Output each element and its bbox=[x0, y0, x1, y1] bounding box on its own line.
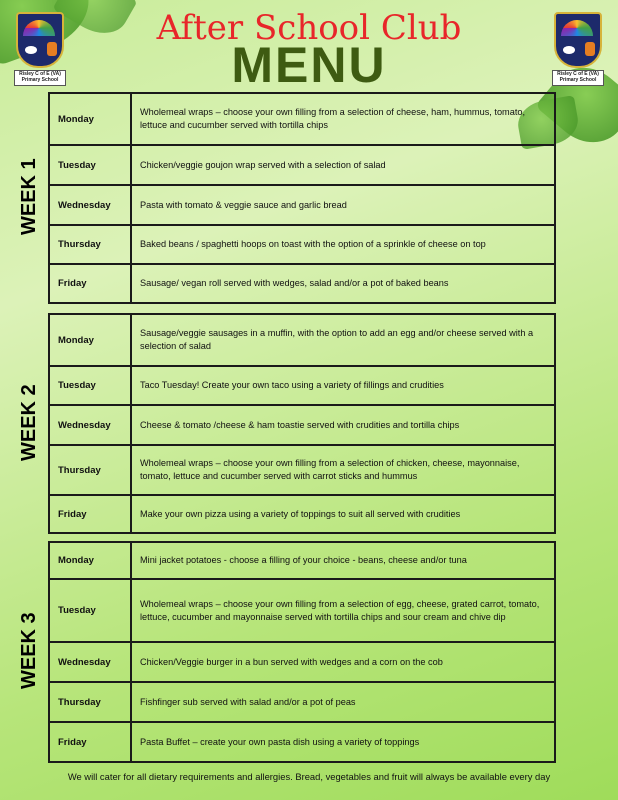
table-row bbox=[49, 722, 555, 762]
footer-note: We will cater for all dietary requirements and allergies. Bread, vegetables and fruit will always be available every day bbox=[67, 771, 551, 782]
meal-cell: Fishfinger sub served with salad and/or a pot of peas bbox=[131, 682, 555, 722]
meal-cell: Mini jacket potatoes - choose a filling of your choice - beans, cheese and/or tuna bbox=[131, 542, 555, 579]
week-3-label: WEEK 3 bbox=[18, 612, 40, 690]
week-1-table bbox=[48, 92, 556, 304]
week-2-table bbox=[48, 313, 556, 534]
page-title-top: After School Club bbox=[156, 8, 462, 48]
table-row bbox=[49, 642, 555, 682]
meal-cell: Wholemeal wraps – choose your own filling from a selection of chicken, cheese, mayonnaise, tomato, lettuce and cucumber served with carrot sticks and hummus bbox=[131, 445, 555, 495]
day-cell: Monday bbox=[49, 542, 131, 579]
table-row bbox=[49, 225, 555, 264]
table-row bbox=[49, 445, 555, 495]
day-cell: Tuesday bbox=[49, 366, 131, 405]
table-row bbox=[49, 495, 555, 533]
day-cell: Monday bbox=[49, 93, 131, 145]
day-cell: Wednesday bbox=[49, 185, 131, 225]
table-row bbox=[49, 579, 555, 642]
meal-cell: Cheese & tomato /cheese & ham toastie served with crudities and tortilla chips bbox=[131, 405, 555, 445]
day-cell: Monday bbox=[49, 314, 131, 366]
day-cell: Wednesday bbox=[49, 642, 131, 682]
day-cell: Friday bbox=[49, 264, 131, 303]
meal-cell: Baked beans / spaghetti hoops on toast with the option of a sprinkle of cheese on top bbox=[131, 225, 555, 264]
day-cell: Friday bbox=[49, 495, 131, 533]
meal-cell: Taco Tuesday! Create your own taco using a variety of fillings and crudities bbox=[131, 366, 555, 405]
meal-cell: Pasta Buffet – create your own pasta dish using a variety of toppings bbox=[131, 722, 555, 762]
day-cell: Thursday bbox=[49, 682, 131, 722]
week-3-table bbox=[48, 541, 556, 763]
meal-cell: Sausage/ vegan roll served with wedges, salad and/or a pot of baked beans bbox=[131, 264, 555, 303]
day-cell: Thursday bbox=[49, 445, 131, 495]
week-2-label: WEEK 2 bbox=[18, 384, 40, 462]
meal-cell: Sausage/veggie sausages in a muffin, with the option to add an egg and/or cheese served with a selection of salad bbox=[131, 314, 555, 366]
table-row bbox=[49, 264, 555, 303]
table-row bbox=[49, 93, 555, 145]
table-row bbox=[49, 145, 555, 185]
meal-cell: Chicken/Veggie burger in a bun served with wedges and a corn on the cob bbox=[131, 642, 555, 682]
table-row bbox=[49, 542, 555, 579]
day-cell: Tuesday bbox=[49, 579, 131, 642]
meal-cell: Pasta with tomato & veggie sauce and garlic bread bbox=[131, 185, 555, 225]
crest-banner: Risley C of E (VA) Primary School bbox=[552, 70, 604, 86]
table-row bbox=[49, 682, 555, 722]
table-row bbox=[49, 185, 555, 225]
day-cell: Tuesday bbox=[49, 145, 131, 185]
meal-cell: Chicken/veggie goujon wrap served with a selection of salad bbox=[131, 145, 555, 185]
page-title-main: MENU bbox=[231, 37, 387, 93]
table-row bbox=[49, 405, 555, 445]
meal-cell: Wholemeal wraps – choose your own filling from a selection of egg, cheese, grated carrot, tomato, lettuce, cucumber and mayonnaise served with tortilla chips and sour cream and chive dip bbox=[131, 579, 555, 642]
day-cell: Wednesday bbox=[49, 405, 131, 445]
table-row bbox=[49, 314, 555, 366]
day-cell: Friday bbox=[49, 722, 131, 762]
day-cell: Thursday bbox=[49, 225, 131, 264]
table-row bbox=[49, 366, 555, 405]
week-1-label: WEEK 1 bbox=[18, 158, 40, 236]
meal-cell: Wholemeal wraps – choose your own filling from a selection of cheese, ham, hummus, tomato, lettuce and cucumber served with tortilla chips bbox=[131, 93, 555, 145]
crest-banner: Risley C of E (VA) Primary School bbox=[14, 70, 66, 86]
meal-cell: Make your own pizza using a variety of toppings to suit all served with crudities bbox=[131, 495, 555, 533]
